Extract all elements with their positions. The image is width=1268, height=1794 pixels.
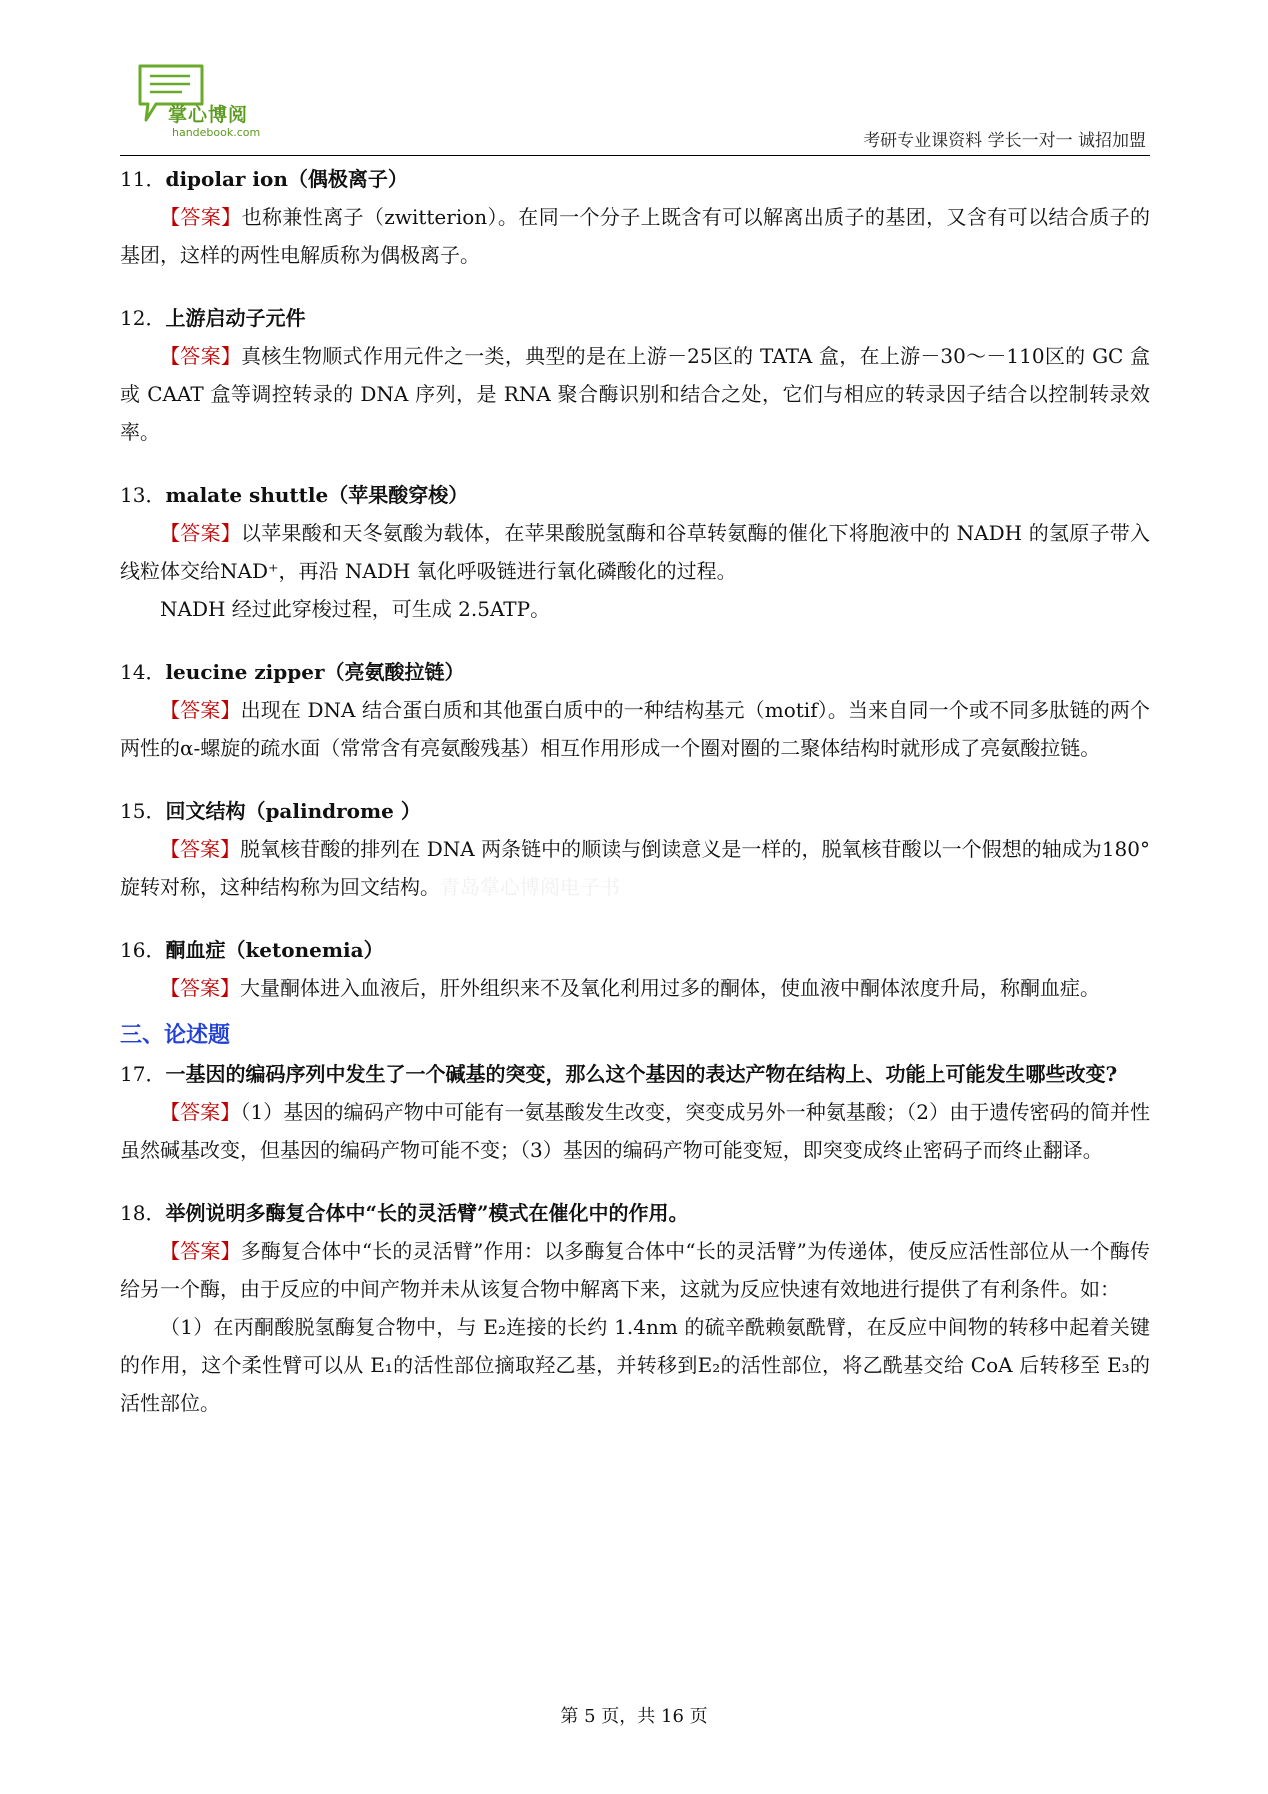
item-title: dipolar ion（偶极离子） <box>165 167 408 191</box>
answer-tag: 【答案】 <box>160 521 242 545</box>
item-title: 酮血症（ketonemia） <box>165 938 384 962</box>
answer-tag: 【答案】 <box>160 1239 241 1263</box>
answer-text: 多酶复合体中“长的灵活臂”作用：以多酶复合体中“长的灵活臂”为传递体，使反应活性部位从一个酶传给另一个酶，由于反应的中间产物并未从该复合物中解离下来，这就为反应快速有效地进行提供了有利条件。如： <box>120 1239 1150 1301</box>
item-number: 15． <box>120 799 166 823</box>
term-item <box>120 653 1150 767</box>
answer-text: 脱氧核苷酸的排列在 DNA 两条链中的顺读与倒读意义是一样的，脱氧核苷酸以一个假想的轴成为180°旋转对称，这种结构称为回文结构。 <box>120 837 1151 899</box>
answer-text: 以苹果酸和天冬氨酸为载体，在苹果酸脱氢酶和谷草转氨酶的催化下将胞液中的 NADH 的氢原子带入线粒体交给NAD⁺，再沿 NADH 氧化呼吸链进行氧化磷酸化的过程。 <box>120 521 1150 583</box>
item-number: 11． <box>120 167 166 191</box>
page-footer: 第 5 页，共 16 页 <box>560 1706 708 1727</box>
answer-tag: 【答案】 <box>160 1100 241 1124</box>
page-content <box>120 160 1150 1422</box>
item-title: malate shuttle（苹果酸穿梭） <box>165 483 469 507</box>
answer-text: 真核生物顺式作用元件之一类，典型的是在上游－25区的 TATA 盒，在上游－30～－110区的 GC 盒或 CAAT 盒等调控转录的 DNA 序列，是 RNA 聚合酶识别和结合之处，它们与相应的转录因子结合以控制转录效率。 <box>120 344 1150 444</box>
logo-url: handebook.com <box>172 126 261 139</box>
header-tagline: 考研专业课资料 学长一对一 诚招加盟 <box>863 131 1146 151</box>
term-item <box>120 299 1150 451</box>
answer-tag: 【答案】 <box>160 205 242 229</box>
item-title: 一基因的编码序列中发生了一个碱基的突变，那么这个基因的表达产物在结构上、功能上可能发生哪些改变? <box>165 1062 1118 1086</box>
item-number: 14． <box>120 660 166 684</box>
item-number: 18． <box>120 1201 166 1225</box>
watermark-text: 青岛掌心博阅电子书 <box>440 875 620 899</box>
answer-example: （1）在丙酮酸脱氢酶复合物中，与 E₂连接的长约 1.4nm 的硫辛酰赖氨酰臂，在反应中间物的转移中起着关键的作用，这个柔性臂可以从 E₁的活性部位摘取羟乙基，并转移到E₂的活性部位，将乙酰基交给 CoA 后转移至 E₃的活性部位。 <box>120 1315 1150 1415</box>
page-header <box>120 56 1150 156</box>
answer-text: 大量酮体进入血液后，肝外组织来不及氧化利用过多的酮体，使血液中酮体浓度升局，称酮血症。 <box>240 976 1100 1000</box>
answer-text: 也称兼性离子（zwitterion）。在同一个分子上既含有可以解离出质子的基团，又含有可以结合质子的基团，这样的两性电解质称为偶极离子。 <box>120 205 1151 267</box>
term-item <box>120 160 1150 274</box>
essay-item <box>120 1055 1150 1169</box>
answer-tag: 【答案】 <box>160 344 242 368</box>
answer-text: 出现在 DNA 结合蛋白质和其他蛋白质中的一种结构基元（motif）。当来自同一个或不同多肽链的两个两性的α-螺旋的疏水面（常常含有亮氨酸残基）相互作用形成一个圈对圈的二聚体结构时就形成了亮氨酸拉链。 <box>120 698 1150 760</box>
item-number: 13． <box>120 483 166 507</box>
answer-tag: 【答案】 <box>160 837 241 861</box>
answer-text: （1）基因的编码产物中可能有一氨基酸发生改变，突变成另外一种氨基酸；（2）由于遗传密码的简并性虽然碱基改变，但基因的编码产物可能不变；（3）基因的编码产物可能变短，即突变成终止密码子而终止翻译。 <box>120 1100 1151 1162</box>
answer-tag: 【答案】 <box>160 976 240 1000</box>
item-title: 回文结构（palindrome ） <box>165 799 421 823</box>
logo-text: 掌心博阅 <box>168 104 249 126</box>
item-number: 16． <box>120 938 166 962</box>
header-rule <box>120 155 1150 156</box>
section-title: 三、论述题 <box>120 1023 231 1048</box>
answer-note: NADH 经过此穿梭过程，可生成 2.5ATP。 <box>160 597 551 621</box>
item-number: 17． <box>120 1062 166 1086</box>
term-item <box>120 931 1150 1007</box>
term-item <box>120 792 1150 906</box>
item-title: 举例说明多酶复合体中“长的灵活臂”模式在催化中的作用。 <box>165 1201 689 1225</box>
item-title: 上游启动子元件 <box>165 306 306 330</box>
answer-tag: 【答案】 <box>160 698 241 722</box>
essay-item <box>120 1194 1150 1422</box>
item-title: leucine zipper（亮氨酸拉链） <box>165 660 465 684</box>
item-number: 12． <box>120 306 166 330</box>
term-item <box>120 476 1150 628</box>
